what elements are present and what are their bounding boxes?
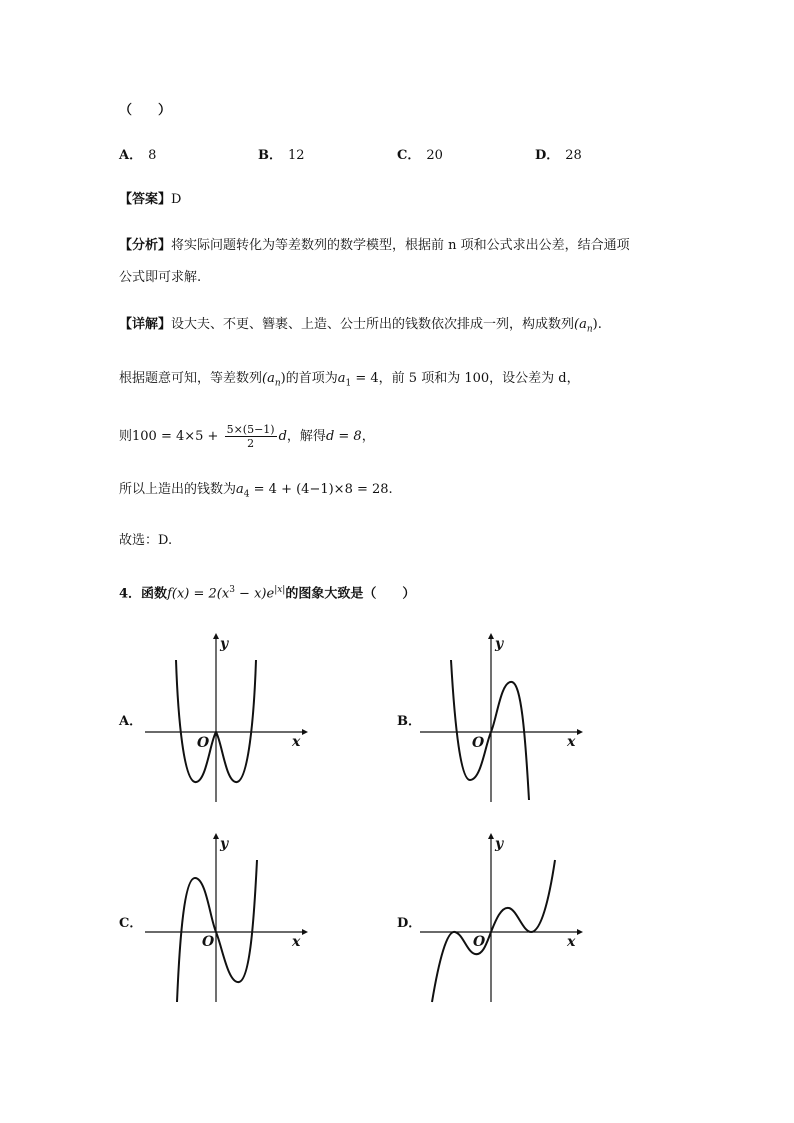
- graph-a-label: A．: [119, 714, 143, 729]
- line3-result: d = 8: [325, 429, 362, 444]
- line3-pre: 则: [119, 429, 133, 444]
- graph-c-x-arrow: [302, 929, 308, 935]
- graph-c-y-arrow: [213, 833, 219, 839]
- line2-a1-sub: 1: [345, 378, 352, 389]
- option-b-value: 12: [288, 148, 305, 163]
- graph-b: [415, 630, 595, 810]
- q4-number: 4．: [119, 586, 142, 602]
- option-b-label: B．: [258, 148, 282, 163]
- option-c: [397, 147, 443, 165]
- q4-function-exp: |x|: [274, 585, 286, 595]
- answer-line: [119, 191, 181, 209]
- line2-mid: 的首项为: [285, 371, 338, 386]
- graph-b-x-arrow: [577, 729, 583, 735]
- q4-function-sup: 3: [229, 585, 235, 595]
- graph-d-curve: [432, 860, 555, 1002]
- line2-seq-sub: n: [274, 378, 281, 389]
- graph-b-x-text: x: [567, 734, 576, 750]
- answer-text: D: [171, 192, 182, 207]
- graph-a-origin-text: O: [197, 735, 210, 751]
- graph-b-label: B．: [397, 714, 421, 729]
- line3-denominator: 2: [247, 437, 255, 450]
- graph-a-y-text: y: [220, 636, 229, 652]
- detail-line-2: [119, 370, 580, 393]
- graph-c: [140, 830, 320, 1010]
- q4-pre: 函数: [141, 586, 168, 602]
- graph-a-x-text: x: [292, 734, 301, 750]
- analysis-tag: 【分析】: [119, 238, 172, 253]
- q4-function-mid: − x)e: [234, 586, 275, 602]
- graph-c-curve: [177, 860, 257, 1002]
- detail-seq-sub: n: [586, 324, 593, 335]
- option-a: [119, 147, 156, 165]
- graph-d-y-text: y: [495, 836, 504, 852]
- q4-function: f(x) = 2(x: [167, 586, 230, 602]
- graph-b-y-arrow: [488, 633, 494, 639]
- option-d: [535, 147, 582, 165]
- line2-seq-end: ): [280, 371, 286, 386]
- analysis-line-1: [119, 237, 630, 255]
- analysis-text-1: 将实际问题转化为等差数列的数学模型，根据前 n 项和公式求出公差，结合通项: [171, 238, 630, 253]
- graph-d: [415, 830, 595, 1010]
- conclusion-line: 故选：D.: [119, 533, 173, 548]
- graph-d-origin-text: O: [473, 934, 486, 950]
- line3-d: d: [278, 429, 287, 444]
- line2-a1: a: [337, 371, 346, 386]
- graph-b-y-text: y: [495, 636, 504, 652]
- graph-d-y-arrow: [488, 833, 494, 839]
- detail-text: 设大夫、不更、簪裹、上造、公士所出的钱数依次排成一列，构成数列: [171, 317, 575, 332]
- line3-post: ，: [361, 429, 375, 444]
- line2-a1-val: = 4: [351, 371, 379, 386]
- option-c-label: C．: [397, 148, 421, 163]
- graph-c-origin-text: O: [202, 934, 215, 950]
- detail-line: [119, 316, 602, 339]
- line4-a4: a: [236, 482, 244, 497]
- option-d-value: 28: [565, 148, 582, 163]
- graph-d-label: D．: [397, 916, 422, 931]
- answer-tag: 【答案】: [119, 192, 172, 207]
- detail-seq: (a: [574, 317, 587, 332]
- detail-tag: 【详解】: [119, 317, 172, 332]
- line4-pre: 所以上造出的钱数为: [119, 482, 237, 497]
- detail-seq-end: ).: [592, 317, 602, 332]
- line3-eq: 100 = 4×5 +: [132, 429, 223, 444]
- option-d-label: D．: [535, 148, 560, 163]
- graph-a: [140, 630, 320, 810]
- detail-line-4: [119, 481, 393, 504]
- line4-eq: = 4 + (4−1)×8 = 28: [249, 482, 389, 497]
- option-c-value: 20: [426, 148, 443, 163]
- graph-b-origin-text: O: [472, 735, 485, 751]
- option-a-value: 8: [148, 148, 157, 163]
- answer-paren: （ ）: [119, 103, 172, 118]
- line3-fraction: [225, 423, 277, 450]
- graph-c-label: C．: [119, 916, 143, 931]
- analysis-line-2: 公式即可求解.: [119, 270, 202, 285]
- line2-pre: 根据题意可知，等差数列: [119, 371, 263, 386]
- line3-mid: ，解得: [286, 429, 326, 444]
- option-b: [258, 147, 305, 165]
- graph-a-y-arrow: [213, 633, 219, 639]
- graph-a-x-arrow: [302, 729, 308, 735]
- graph-d-x-arrow: [577, 929, 583, 935]
- line4-a4-sub: 4: [243, 489, 250, 500]
- detail-line-3: [119, 422, 375, 452]
- graph-c-y-text: y: [220, 836, 229, 852]
- option-a-label: A．: [119, 148, 143, 163]
- graph-c-x-text: x: [292, 934, 301, 950]
- q4-post: 的图象大致是（ ）: [285, 586, 416, 602]
- line4-post: .: [388, 482, 393, 497]
- graph-d-x-text: x: [567, 934, 576, 950]
- line3-numerator: 5×(5−1): [226, 423, 275, 436]
- question-4: [119, 581, 415, 603]
- graph-b-curve: [451, 660, 529, 800]
- line2-seq: (a: [262, 371, 275, 386]
- line2-post: ，前 5 项和为 100，设公差为 d，: [378, 371, 580, 386]
